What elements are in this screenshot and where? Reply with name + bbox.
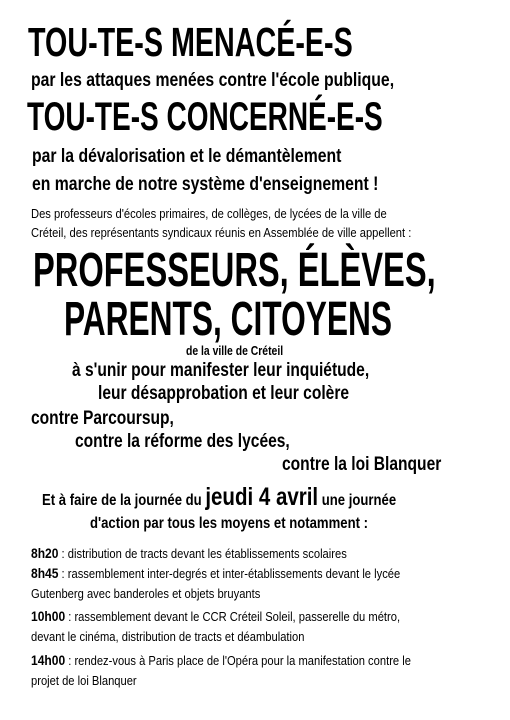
intro-text-line-2: Créteil, des représentants syndicaux réunis en Assemblée de ville appellent : (31, 225, 412, 240)
audience-headline-2: PARENTS, CITOYENS (64, 293, 392, 346)
call-line-2: leur désapprobation et leur colère (98, 383, 350, 404)
intro-text-line-1: Des professeurs d'écoles primaires, de collèges, de lycées de la ville de (31, 206, 387, 221)
agenda-item-continued (31, 586, 260, 600)
day-date: jeudi 4 avril (205, 483, 319, 511)
against-reform: contre la réforme des lycées, (75, 431, 290, 452)
agenda-text: : rassemblement devant le CCR Créteil Soleil, passerelle du métro, (65, 609, 401, 624)
agenda-text: : rendez-vous à Paris place de l'Opéra pour la manifestation contre le (65, 653, 411, 668)
day-suffix: une journée (318, 492, 397, 509)
call-line-1: à s'unir pour manifester leur inquiétude, (72, 360, 370, 381)
agenda-time: 8h20 (31, 545, 59, 561)
day-announcement-line-2: d'action par tous les moyens et notamment : (90, 515, 368, 532)
agenda-text: : distribution de tracts devant les établissements scolaires (58, 546, 347, 561)
agenda-item (31, 609, 400, 623)
headline-concerned: TOU-TE-S CONCERNÉ-E-S (27, 95, 383, 139)
agenda-text: : rassemblement inter-degrés et inter-établissements devant le lycée (58, 566, 401, 581)
agenda-time: 8h45 (31, 565, 59, 581)
audience-headline-1: PROFESSEURS, ÉLÈVES, (33, 244, 436, 297)
agenda-item (31, 653, 411, 667)
subline-attacks: par les attaques menées contre l'école publique, (31, 70, 395, 91)
against-blanquer: contre la loi Blanquer (282, 454, 442, 475)
agenda-item (31, 546, 347, 560)
agenda-item-continued (31, 673, 137, 687)
subline-devaluation: par la dévalorisation et le démantèlement (32, 146, 342, 167)
agenda-item (31, 566, 400, 580)
agenda-time: 10h00 (31, 608, 66, 624)
day-prefix: Et à faire de la journée du (42, 492, 206, 509)
agenda-text: projet de loi Blanquer (31, 673, 137, 688)
agenda-text: devant le cinéma, distribution de tracts et déambulation (31, 629, 305, 644)
agenda-item-continued (31, 629, 304, 643)
against-parcoursup: contre Parcoursup, (31, 408, 174, 429)
day-announcement (42, 485, 396, 510)
agenda-time: 14h00 (31, 652, 66, 668)
headline-threatened: TOU-TE-S MENACÉ-E-S (28, 19, 353, 65)
subline-system: en marche de notre système d'enseignement ! (32, 174, 379, 195)
audience-city: de la ville de Créteil (186, 343, 284, 358)
agenda-text: Gutenberg avec banderoles et objets bruyants (31, 586, 261, 601)
